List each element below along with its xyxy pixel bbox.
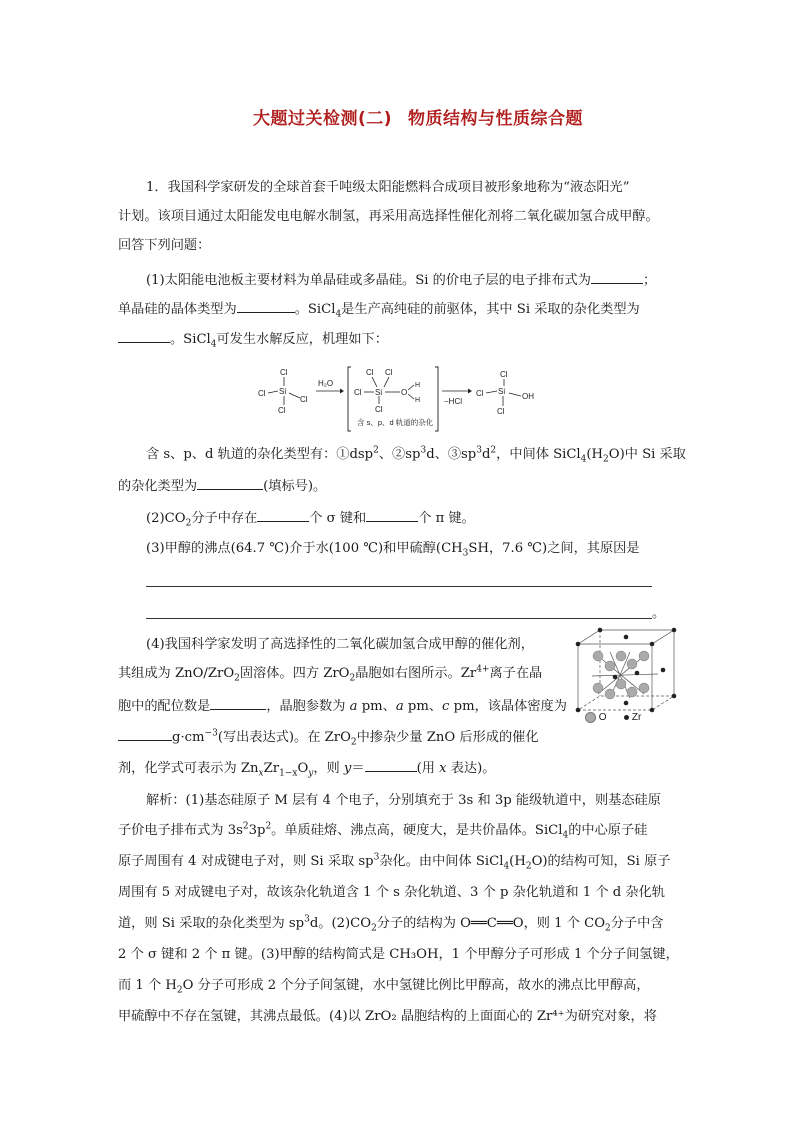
superscript: 2: [242, 821, 249, 832]
part1-text: 可发生水解反应，机理如下：: [216, 332, 388, 347]
mech-cl-label: Cl: [476, 389, 484, 398]
part2-text: (2)CO: [146, 511, 186, 526]
variable: a: [349, 699, 358, 714]
part4-text: 中掺杂少量 ZnO 后形成的催化: [356, 730, 539, 745]
part1-text: 单晶硅的晶体类型为: [118, 302, 237, 317]
intro-line-2: 计划。该项目通过太阳能发电电解水制氢，再采用高选择性催化剂将二氧化碳加氢合成甲醇。: [118, 209, 659, 224]
answer-blank[interactable]: [365, 758, 417, 772]
superscript: 3: [304, 914, 310, 925]
part4-text: pm，该晶体密度为: [449, 699, 567, 714]
part4-text: ＝: [351, 761, 365, 776]
mech-si-label: Si: [279, 387, 287, 396]
solution-line-7: [118, 977, 650, 995]
part4-line-1: (4)我国科学家发明了高选择性的二氧化碳加氢合成甲醇的催化剂，: [146, 637, 534, 652]
mech-o-label: O: [401, 388, 408, 397]
legend-o: O: [598, 712, 607, 724]
mech-water-label: H₂O: [318, 379, 334, 388]
superscript: −3: [204, 728, 218, 739]
mech-h-label: H: [415, 397, 421, 404]
part4-text: Zr: [263, 761, 280, 776]
oxygen-legend-icon: [585, 712, 596, 723]
answer-blank[interactable]: [197, 476, 263, 490]
variable: a: [395, 699, 404, 714]
solution-line-8: 甲硫醇中不存在氢键，其沸点最低。(4)以 ZrO₂ 晶胞结构的上面面心的 Zr⁴⁺为研究对象，将: [118, 1009, 657, 1024]
crystal-legend: [585, 712, 641, 723]
mech-caption: 含 s、p、d 轨道的杂化: [357, 418, 434, 427]
mech-cl-label: Cl: [258, 389, 266, 398]
superscript: 4+: [476, 664, 490, 675]
solution-text: 道，则 Si 采取的杂化类型为 sp: [118, 916, 305, 931]
part4-text: (写出表达式)。在 ZrO: [217, 730, 351, 745]
solution-line-4: 周围有 5 对成键电子对，故该杂化轨道含 1 个 s 杂化轨道、3 个 p 杂化轨道和 1 个 d 杂化轨: [118, 885, 665, 900]
mech-cl-label: Cl: [300, 395, 308, 404]
part3-line: (3)甲醇的沸点(64.7 ℃)介于水(100 ℃)和甲硫醇($CH_3SH$，7.6 ℃)之间，其原因是: [146, 541, 640, 559]
part4-line-5: [118, 758, 495, 778]
answer-blank[interactable]: [257, 508, 309, 522]
part4-text: g·cm: [172, 730, 205, 745]
part1-line-2: [118, 299, 640, 319]
part1-text: (H: [586, 447, 604, 462]
answer-blank[interactable]: [237, 299, 295, 313]
solution-text: 3p: [248, 823, 266, 838]
answer-blank[interactable]: [118, 329, 170, 343]
subscript: 2: [605, 923, 611, 934]
part1-text: 的杂化类型为: [118, 479, 198, 494]
part4-text: 胞中的配位数是: [118, 699, 211, 714]
part1-text: d: [481, 447, 491, 462]
mech-si-label: Si: [375, 388, 383, 397]
legend-zr: Zr: [631, 712, 642, 724]
page-title: [0, 104, 794, 129]
part1-text: 。SiCl: [170, 332, 211, 347]
mech-si-label: Si: [498, 387, 506, 396]
answer-line[interactable]: [146, 618, 652, 619]
mech-h-label: H: [415, 382, 421, 389]
mech-cl-label: Cl: [278, 406, 286, 415]
answer-blank[interactable]: [118, 727, 172, 741]
part1-text: d、③sp: [426, 447, 477, 462]
part1-line-3: [118, 329, 388, 349]
part1-line-5: [118, 476, 326, 496]
part4-text: 固溶体。四方 ZrO: [239, 666, 350, 681]
part2-text: 个 σ 键和: [309, 511, 367, 526]
zirconium-legend-icon: [624, 715, 629, 720]
part3-text: (3)甲醇的沸点(64.7 ℃)介于水(100 ℃)和甲硫醇(CH: [146, 541, 463, 556]
solution-line-5: [118, 915, 664, 933]
part2-text: 分子中存在: [191, 511, 258, 526]
part4-line-2: 其组成为 ZnO/ZrO$_2$固溶体。四方 ZrO$_2$晶胞如右图所示。$Zr^{4+}$离子在晶: [118, 664, 543, 684]
part2-line: $(2)CO_2$分子中存在 个 σ 键和 个 π 键。: [146, 508, 475, 528]
part1-text: (1)太阳能电池板主要材料为单晶硅或多晶硅。Si 的价电子层的电子排布式为: [146, 273, 591, 288]
intro-line-3: 回答下列问题：: [118, 238, 211, 253]
part1-text: ，中间体 SiCl: [496, 447, 581, 462]
answer-line-end: 。: [652, 606, 666, 621]
part4-line-4: $g\cdot cm^{-3}$(写出表达式)。在 ZrO$_2$中掺杂少量 ZnO 后形成的催化: [118, 727, 539, 747]
solution-text: O)的结构可知，Si 原子: [531, 854, 671, 869]
answer-blank[interactable]: [366, 508, 418, 522]
part1-line-1: [146, 270, 656, 290]
solution-text: 原子周围有 4 对成键电子对，则 Si 采取 sp: [118, 854, 374, 869]
solution-text: 而 1 个 H: [118, 978, 177, 993]
solution-text: 的中心原子硅: [568, 823, 648, 838]
subscript: 2: [525, 861, 532, 872]
part4-text: 表达)。: [446, 761, 496, 776]
solution-text: d。(2)CO: [309, 916, 372, 931]
superscript: 2: [265, 821, 272, 832]
intro-line-1: 1．我国科学家研发的全球首套千吨级太阳能燃料合成项目被形象地称为“液态阳光”: [146, 180, 630, 195]
mech-oh-label: OH: [522, 392, 534, 401]
part1-text: 是生产高纯硅的前驱体，其中 Si 采取的杂化类型为: [341, 302, 640, 317]
answer-line[interactable]: [146, 586, 652, 587]
part4-text: O: [297, 761, 309, 776]
mech-minus-hcl-label: −HCl: [444, 397, 463, 406]
mech-cl-label: Cl: [375, 405, 383, 414]
superscript: 3: [373, 852, 380, 863]
subscript: 4: [335, 309, 342, 320]
part4-text: 晶胞如右图所示。Zr: [355, 666, 477, 681]
punct: ；: [642, 273, 657, 288]
part1-line-4: 含 s、p、d 轨道的杂化类型有：①dsp$^2$、$②sp^3d$、$③sp^3d^2$，中间体 $SiCl_4(H_2O)$中 Si 采取: [146, 445, 686, 465]
mech-cl-label: Cl: [354, 388, 362, 397]
part1-text: 、②sp: [378, 447, 421, 462]
subscript: 4: [503, 861, 510, 872]
part4-text: 离子在晶: [489, 666, 543, 681]
solution-text: 。单质硅熔、沸点高，硬度大，是共价晶体。SiCl: [271, 823, 563, 838]
part1-text: 含 s、p、d 轨道的杂化类型有：①dsp: [146, 447, 374, 462]
mech-cl-label: Cl: [500, 370, 508, 379]
solution-line-1: 解析：(1)基态硅原子 M 层有 4 个电子，分别填充于 3s 和 3p 能级轨道中，则基态硅原: [146, 793, 661, 808]
solution-text: O 分子可形成 2 个分子间氢键，水中氢键比例比甲醇高，故水的沸点比甲醇高，: [182, 978, 650, 993]
variable: y: [343, 761, 352, 776]
part1-text: (填标号)。: [263, 479, 327, 494]
solution-line-6: 2 个 σ 键和 2 个 π 键。(3)甲醇的结构简式是 CH₃OH，1 个甲醇分子可形成 1 个分子间氢键，: [118, 947, 679, 962]
hydrolysis-mechanism-diagram: [254, 365, 574, 435]
part4-text: pm、: [357, 699, 396, 714]
subscript: 4: [210, 339, 217, 350]
answer-blank[interactable]: [591, 270, 643, 284]
answer-blank[interactable]: [210, 696, 266, 710]
title-part-2: 物质结构与性质综合题: [408, 109, 584, 129]
subscript: 4: [562, 830, 569, 841]
part2-text: 个 π 键。: [418, 511, 475, 526]
solution-line-2: [118, 822, 647, 840]
part4-text: ，则: [313, 761, 344, 776]
solution-line-3: [118, 853, 670, 871]
variable: x: [439, 761, 447, 776]
subscript: 2: [371, 923, 377, 934]
mech-cl-label: Cl: [385, 368, 393, 377]
subscript: 1−x: [279, 768, 298, 779]
part1-text: 。SiCl: [294, 302, 336, 317]
subscript: x: [258, 768, 264, 779]
solution-text: 分子中含: [610, 916, 664, 931]
part4-text: (用: [416, 761, 440, 776]
part3-text: SH，7.6 ℃)之间，其原因是: [468, 541, 640, 556]
solution-text: 分子的结构为 O══C══O，则 1 个 CO: [376, 916, 606, 931]
variable: c: [442, 699, 450, 714]
mech-cl-label: Cl: [280, 368, 288, 377]
solution-text: 子价电子排布式为 3s: [118, 823, 243, 838]
subscript: 2: [176, 985, 183, 996]
title-part-1: 大题过关检测(二): [252, 109, 393, 129]
solution-text: (H: [509, 854, 526, 869]
part4-text: 剂，化学式可表示为 Zn: [118, 761, 259, 776]
part4-text: pm、: [403, 699, 443, 714]
part4-text: 其组成为 ZnO/ZrO: [118, 666, 235, 681]
solution-text: 杂化。由中间体 SiCl: [379, 854, 504, 869]
part4-line-3: [118, 696, 567, 716]
mech-cl-label: Cl: [497, 407, 505, 416]
part4-text: ，晶胞参数为: [266, 699, 350, 714]
mech-cl-label: Cl: [366, 368, 374, 377]
subscript: y: [308, 768, 314, 779]
part1-text: O)中 Si 采取: [608, 447, 686, 462]
